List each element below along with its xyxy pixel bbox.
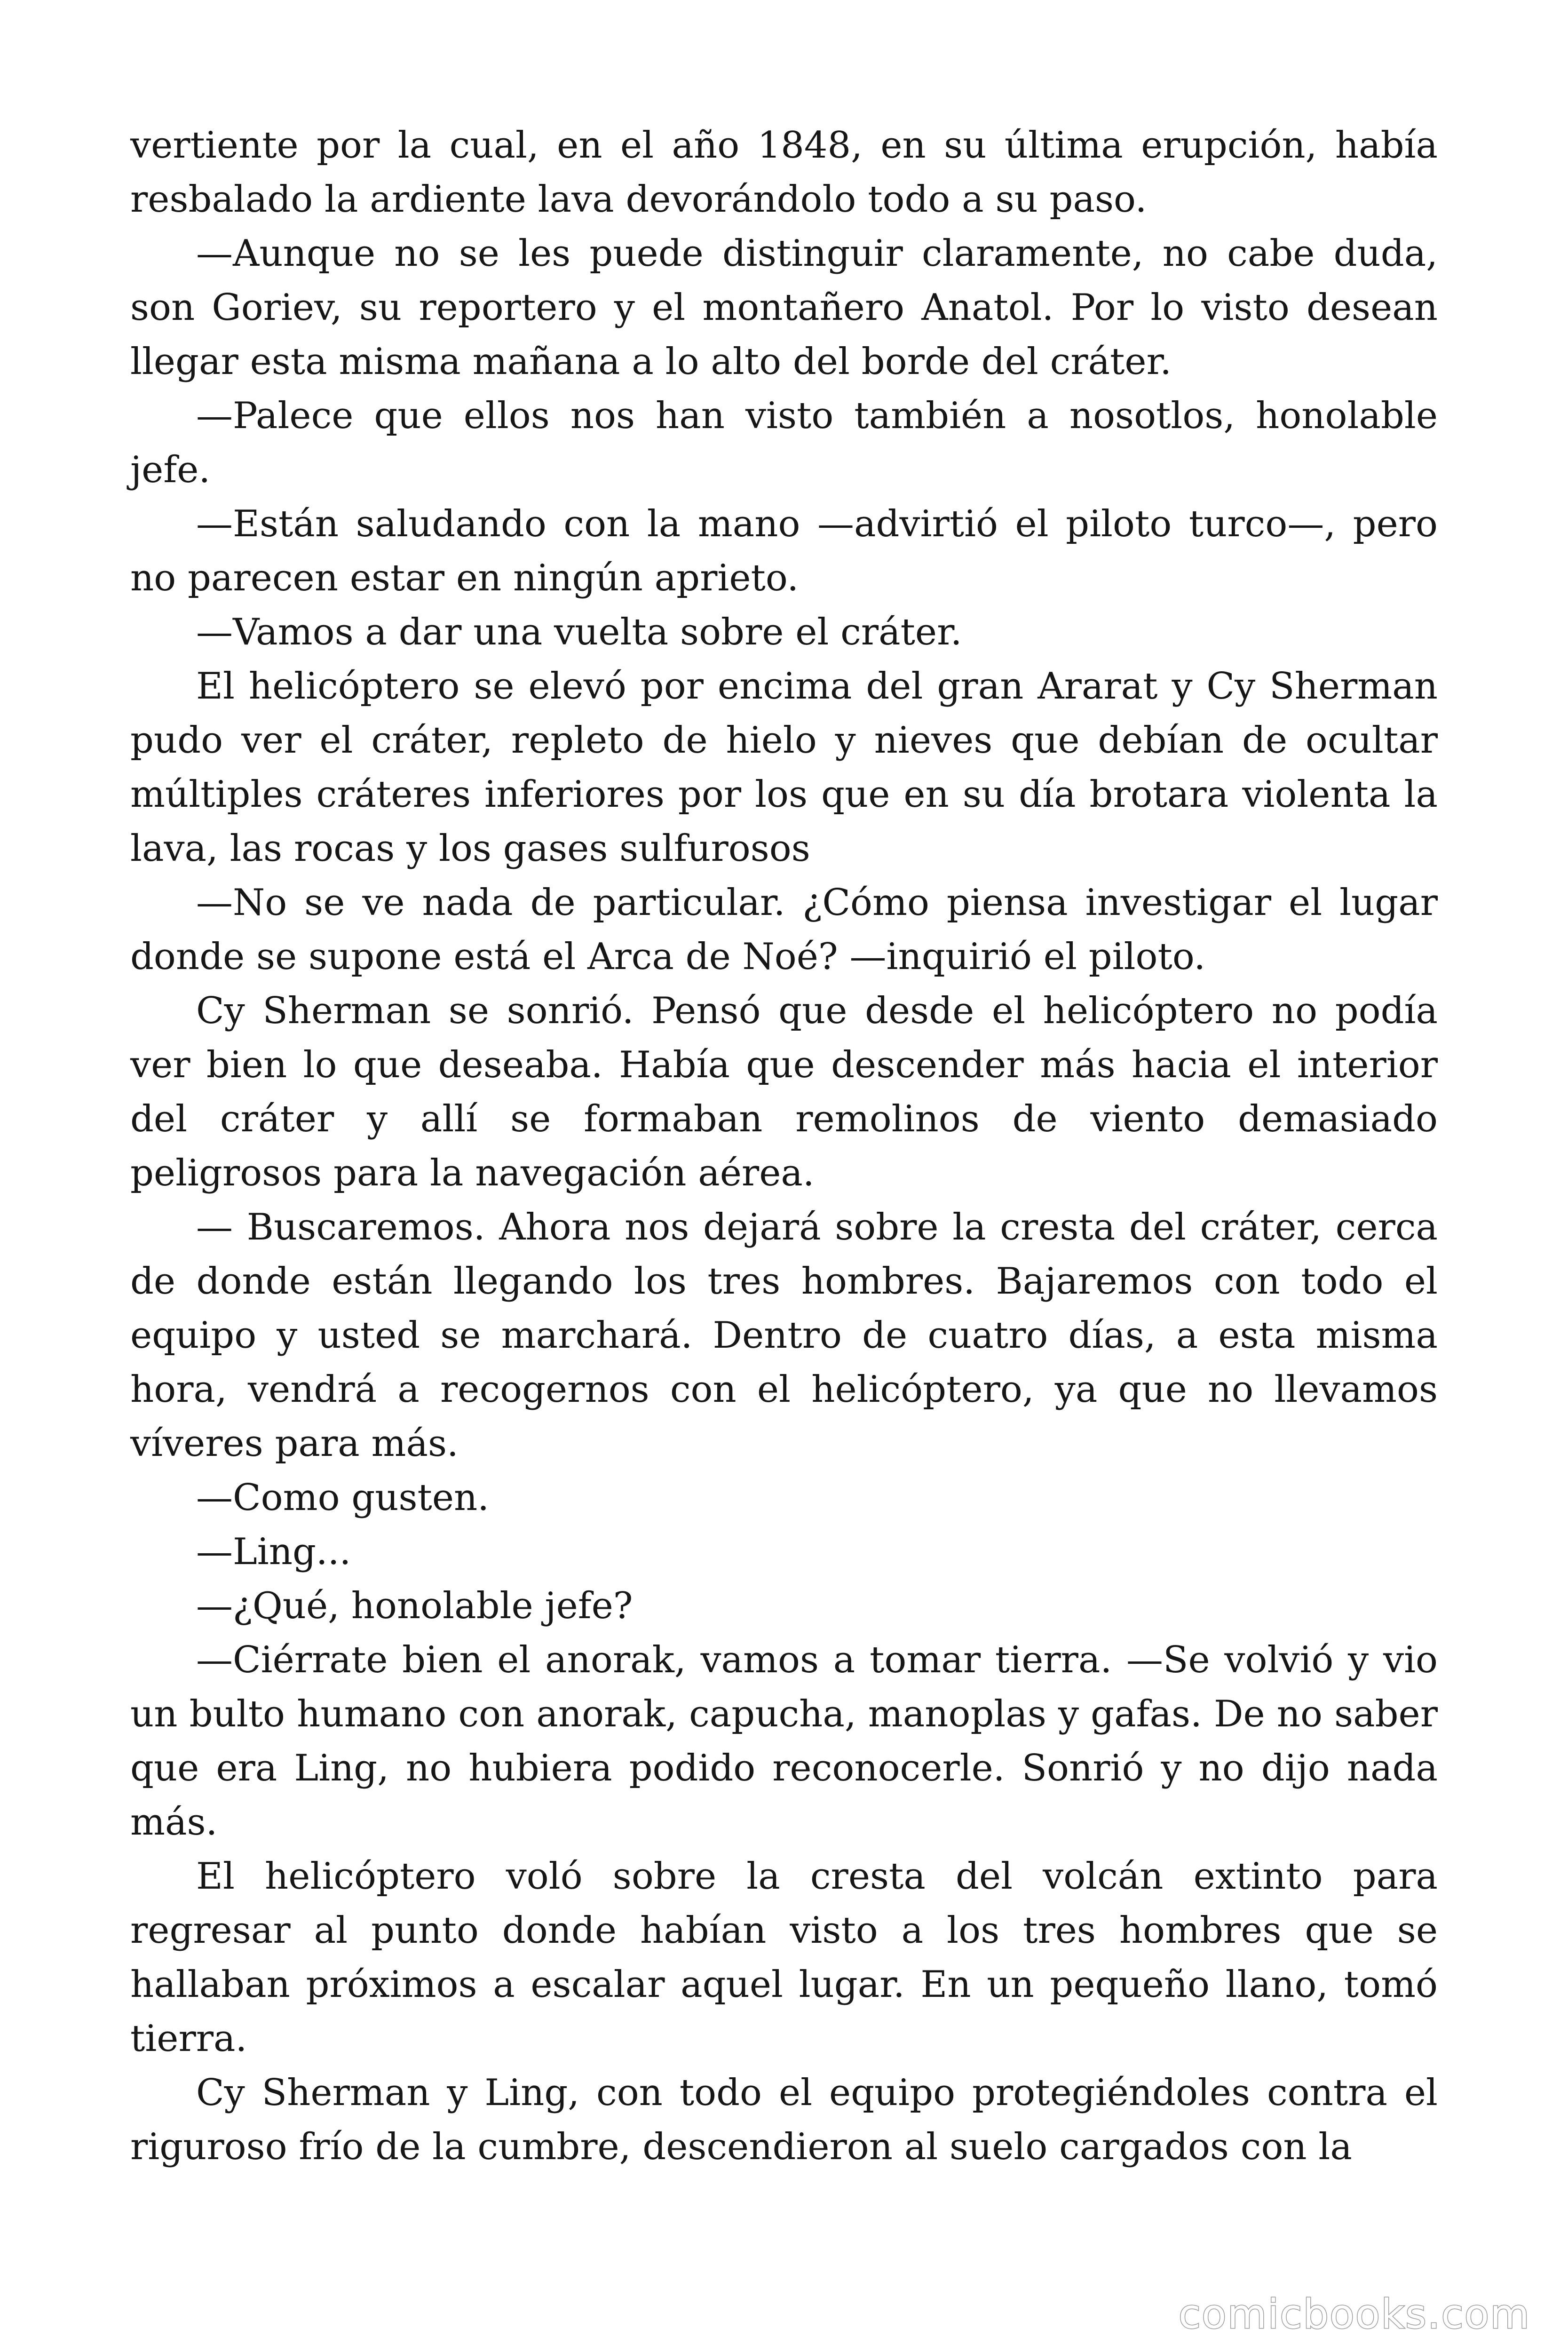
paragraph: —Ling... <box>196 1531 351 1573</box>
paragraph: vertiente por la cual, en el año 1848, en su última erupción, había resbalado la ardiente lava devorándolo todo a su paso. <box>130 124 1438 221</box>
watermark: comicbooks.com <box>1178 2291 1530 2338</box>
paragraph: — Buscaremos. Ahora nos dejará sobre la cresta del cráter, cerca de donde están llegando los tres hombres. Bajaremos con todo el equipo y usted se marchará. Dentro de cuatro días, a esta misma hora, vendrá a recogernos con el helicóptero, ya que no llevamos víveres para más. <box>130 1206 1438 1465</box>
paragraph: Cy Sherman y Ling, con todo el equipo protegiéndoles contra el riguroso frío de la cumbre, descendieron al suelo cargados con la <box>130 2072 1438 2168</box>
paragraph: —Ciérrate bien el anorak, vamos a tomar tierra. —Se volvió y vio un bulto humano con anorak, capucha, manoplas y gafas. De no saber que era Ling, no hubiera podido reconocerle. Sonrió y no dijo nada más. <box>130 1639 1438 1843</box>
paragraph: —Palece que ellos nos han visto también a nosotlos, honolable jefe. <box>130 395 1438 491</box>
page-text <box>130 119 1438 2174</box>
paragraph: —Vamos a dar una vuelta sobre el cráter. <box>196 611 962 653</box>
paragraph: El helicóptero voló sobre la cresta del volcán extinto para regresar al punto donde habían visto a los tres hombres que se hallaban próximos a escalar aquel lugar. En un pequeño llano, tomó tierra. <box>130 1855 1438 2060</box>
paragraph: —No se ve nada de particular. ¿Cómo piensa investigar el lugar donde se supone está el Arca de Noé? —inquirió el piloto. <box>130 882 1438 978</box>
paragraph: Cy Sherman se sonrió. Pensó que desde el helicóptero no podía ver bien lo que deseaba. Había que descender más hacia el interior del cráter y allí se formaban remolinos de viento demasiado peligrosos para la navegación aérea. <box>130 990 1438 1194</box>
paragraph: —Están saludando con la mano —advirtió el piloto turco—, pero no parecen estar en ningún aprieto. <box>130 503 1438 599</box>
paragraph: El helicóptero se elevó por encima del gran Ararat y Cy Sherman pudo ver el cráter, repleto de hielo y nieves que debían de ocultar múltiples cráteres inferiores por los que en su día brotara violenta la lava, las rocas y los gases sulfurosos <box>130 665 1438 870</box>
paragraph: —Como gusten. <box>196 1477 490 1519</box>
paragraph: —¿Qué, honolable jefe? <box>196 1585 633 1627</box>
paragraph: —Aunque no se les puede distinguir claramente, no cabe duda, son Goriev, su reportero y el montañero Anatol. Por lo visto desean llegar esta misma mañana a lo alto del borde del cráter. <box>130 232 1438 383</box>
